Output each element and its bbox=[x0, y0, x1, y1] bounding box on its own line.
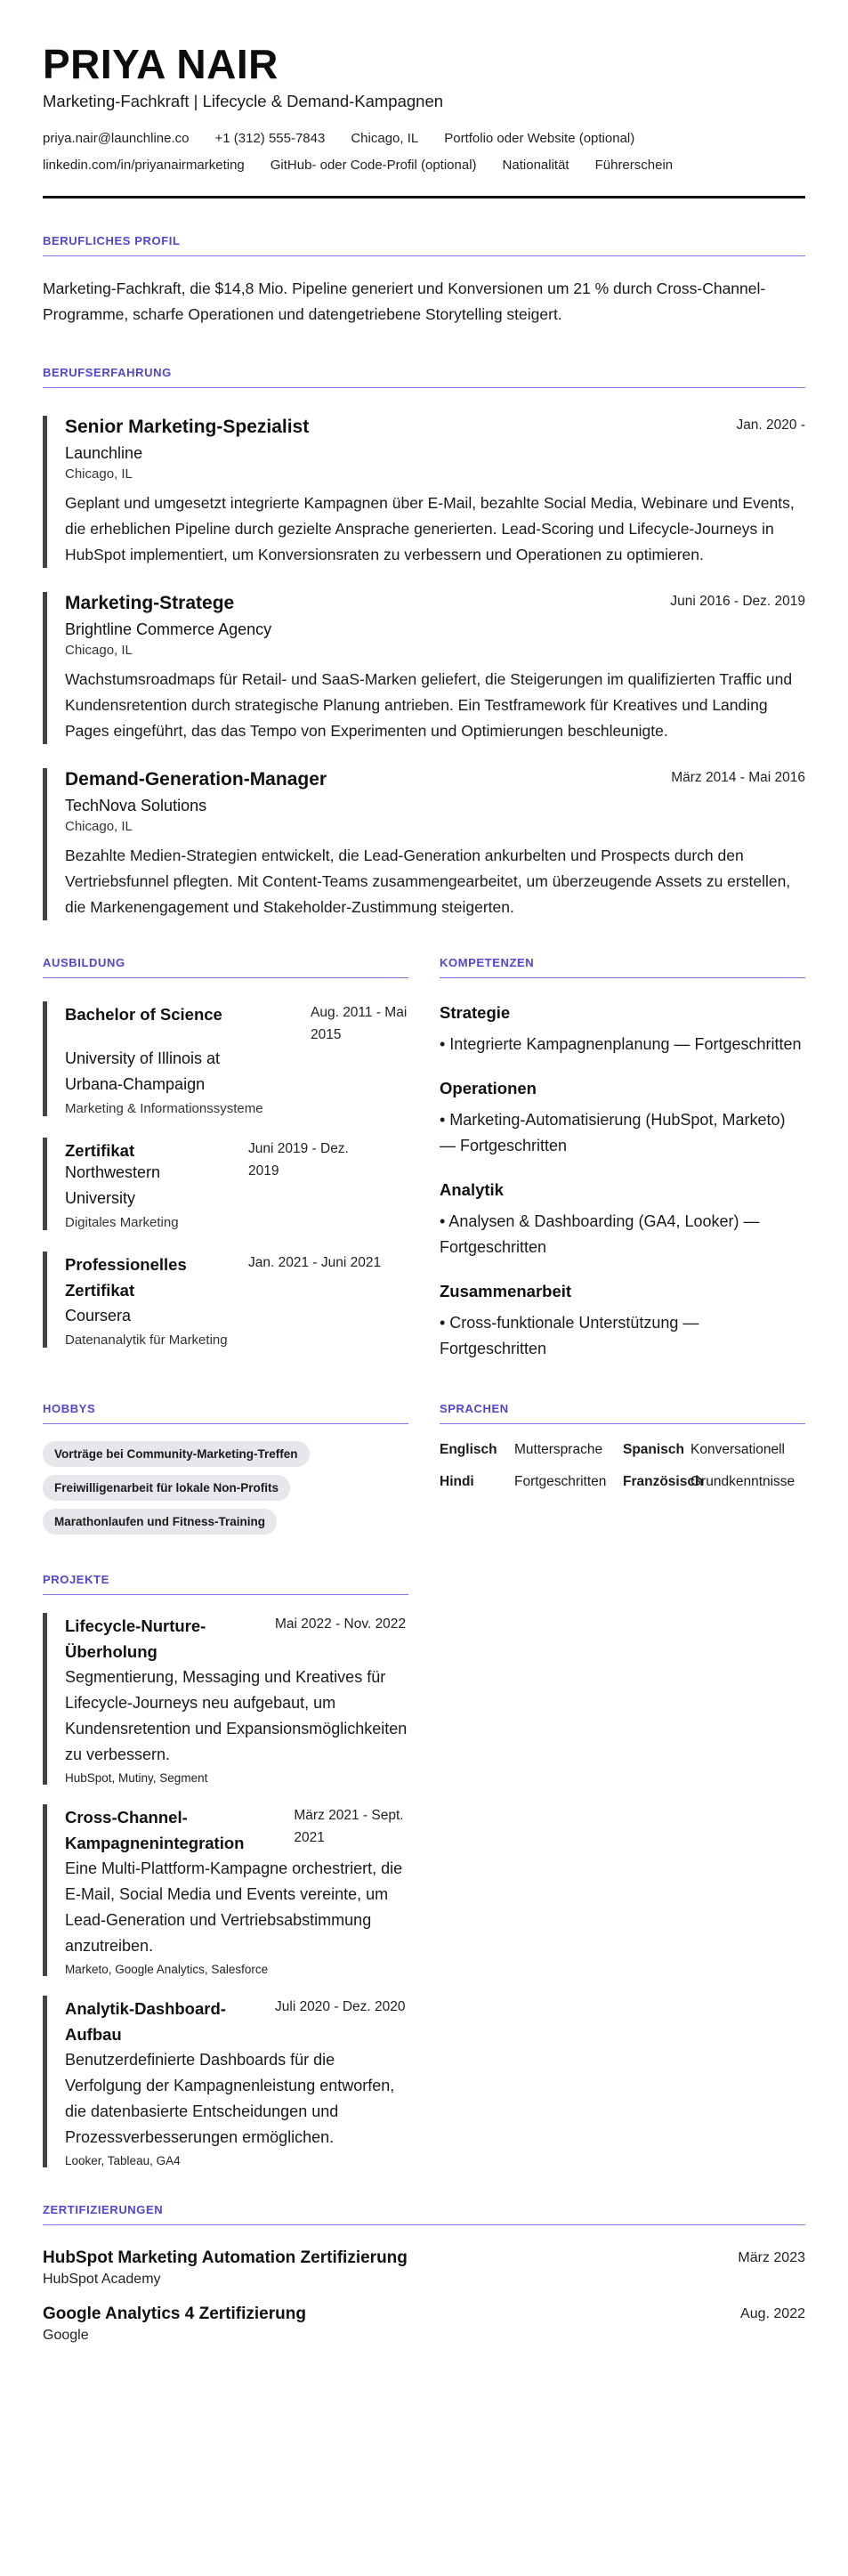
skill-category: Strategie bbox=[440, 1003, 511, 1022]
job-description: Wachstumsroadmaps für Retail- und SaaS-Marken geliefert, die Steigerungen im qualifizierten Traffic und Kundensretention durch strategische Planung antrieben. Ein Testframework für Kreatives und Landing Pages eingeführt, das das Tempo von Experimenten und Optimierungen beschleunigte. bbox=[65, 670, 793, 740]
institution-name: Northwestern University bbox=[65, 1163, 161, 1207]
hobbies-section bbox=[43, 1402, 408, 1535]
project-entry bbox=[43, 1613, 408, 1785]
hobby-tag: Marathonlaufen und Fitness-Training bbox=[43, 1509, 277, 1535]
job-location: Chicago, IL bbox=[65, 643, 133, 658]
language-name: Französisch bbox=[623, 1474, 704, 1489]
contact-row bbox=[43, 158, 805, 173]
certification-name: Google Analytics 4 Zertifizierung bbox=[43, 2305, 306, 2323]
skill-group bbox=[440, 1280, 805, 1362]
candidate-headline: Marketing-Fachkraft | Lifecycle & Demand-Kampagnen bbox=[43, 92, 444, 110]
section-title: BERUFSERFAHRUNG bbox=[43, 366, 805, 388]
institution-name: Coursera bbox=[65, 1307, 132, 1324]
section-title: PROJEKTE bbox=[43, 1573, 408, 1595]
job-description: Geplant und umgesetzt integrierte Kampagnen über E-Mail, bezahlte Social Media, Webinare und Events, die erheblichen Pipeline durch gezielte Ansprache generierten. Lead-Scoring und Lifecycle-Journeys in HubSpot implementiert, um Konversionsraten zu verbessern und Operationen zu optimieren. bbox=[65, 494, 795, 563]
section-title: AUSBILDUNG bbox=[43, 956, 408, 978]
skill-group bbox=[440, 1077, 805, 1159]
header-divider bbox=[43, 196, 805, 198]
candidate-name: PRIYA NAIR bbox=[43, 41, 279, 87]
certification-name: HubSpot Marketing Automation Zertifizierung bbox=[43, 2248, 408, 2267]
certification-entry bbox=[43, 2247, 805, 2288]
language-level: Muttersprache bbox=[514, 1442, 603, 1457]
experience-entry bbox=[43, 768, 805, 920]
contact-phone[interactable]: +1 (312) 555-7843 bbox=[214, 131, 326, 146]
experience-entry bbox=[43, 592, 805, 744]
project-title: Analytik-Dashboard-Aufbau bbox=[65, 1999, 226, 2044]
skill-item: • Analysen & Dashboarding (GA4, Looker) — Fortgeschritten bbox=[440, 1212, 760, 1256]
certifications-section bbox=[43, 2203, 805, 2344]
skill-item: • Cross-funktionale Unterstützung — Fortgeschritten bbox=[440, 1314, 699, 1357]
job-description: Bezahlte Medien-Strategien entwickelt, die Lead-Generation ankurbelten und Prospects durch den Vertriebsfunnel pflegten. Mit Content-Teams zusammengearbeitet, um überzeugende Assets zu erstellen, die Markenengagement und Stakeholder-Zustimmung steigerten. bbox=[65, 847, 791, 916]
language-level: Grundkenntnisse bbox=[691, 1474, 796, 1489]
hobby-tag: Freiwilligenarbeit für lokale Non-Profits bbox=[43, 1475, 290, 1501]
resume-header bbox=[43, 41, 805, 198]
skills-section bbox=[440, 956, 805, 1362]
job-dates: März 2014 - Mai 2016 bbox=[671, 770, 805, 785]
contact-nationality: Nationalität bbox=[502, 158, 569, 173]
project-dates: Juli 2020 - Dez. 2020 bbox=[275, 1999, 406, 2014]
degree-title: Professionelles Zertifikat bbox=[65, 1255, 187, 1300]
section-title: SPRACHEN bbox=[440, 1402, 805, 1424]
section-title: BERUFLICHES PROFIL bbox=[43, 234, 805, 256]
certification-date: Aug. 2022 bbox=[740, 2306, 805, 2321]
project-description: Eine Multi-Plattform-Kampagne orchestriert, die E-Mail, Social Media und Events vereinte, um Lead-Generation und Vertriebsabstimmung anzutreiben. bbox=[65, 1859, 403, 1955]
certification-issuer: Google bbox=[43, 2328, 89, 2343]
section-title: HOBBYS bbox=[43, 1402, 408, 1424]
job-dates: Juni 2016 - Dez. 2019 bbox=[670, 594, 805, 609]
degree-title: Bachelor of Science bbox=[65, 1005, 222, 1024]
education-entry bbox=[43, 1252, 408, 1348]
job-dates: Jan. 2020 - bbox=[736, 417, 805, 433]
institution-name: University of Illinois at Urbana-Champaign bbox=[65, 1049, 221, 1093]
project-entry bbox=[43, 1804, 408, 1976]
project-tech-stack: Looker, Tableau, GA4 bbox=[65, 2154, 181, 2167]
job-title: Marketing-Stratege bbox=[65, 593, 235, 613]
education-dates: Juni 2019 - Dez. 2019 bbox=[248, 1141, 349, 1179]
project-dates: März 2021 - Sept. 2021 bbox=[294, 1808, 404, 1845]
project-tech-stack: HubSpot, Mutiny, Segment bbox=[65, 1771, 208, 1785]
profile-summary: Marketing-Fachkraft, die $14,8 Mio. Pipeline generiert und Konversionen um 21 % durch Cross-Channel-Programme, scharfe Operationen und datengetriebene Storytelling steigert. bbox=[43, 279, 766, 323]
job-title: Demand-Generation-Manager bbox=[65, 769, 327, 790]
project-tech-stack: Marketo, Google Analytics, Salesforce bbox=[65, 1963, 269, 1976]
contact-linkedin[interactable]: linkedin.com/in/priyanairmarketing bbox=[43, 158, 245, 173]
skill-category: Zusammenarbeit bbox=[440, 1282, 572, 1300]
language-list bbox=[440, 1442, 805, 1490]
skill-group bbox=[440, 1001, 805, 1057]
contact-portfolio[interactable]: Portfolio oder Website (optional) bbox=[444, 131, 635, 146]
job-title: Senior Marketing-Spezialist bbox=[65, 417, 310, 437]
education-dates: Aug. 2011 - Mai 2015 bbox=[311, 1005, 408, 1042]
contact-email[interactable]: priya.nair@launchline.co bbox=[43, 131, 190, 146]
languages-section bbox=[440, 1402, 805, 1535]
job-location: Chicago, IL bbox=[65, 466, 133, 482]
company-name: Brightline Commerce Agency bbox=[65, 620, 272, 638]
education-skills-row bbox=[43, 956, 805, 1362]
field-of-study: Digitales Marketing bbox=[65, 1215, 179, 1230]
job-location: Chicago, IL bbox=[65, 819, 133, 834]
language-name: Englisch bbox=[440, 1442, 497, 1457]
project-entry bbox=[43, 1996, 408, 2167]
hobby-list bbox=[43, 1441, 408, 1535]
project-description: Segmentierung, Messaging und Kreatives für Lifecycle-Journeys neu aufgebaut, um Kundensretention und Expansionsmöglichkeiten zu verbessern. bbox=[65, 1668, 408, 1763]
education-entry bbox=[43, 1138, 408, 1230]
field-of-study: Marketing & Informationssysteme bbox=[65, 1101, 263, 1116]
certification-issuer: HubSpot Academy bbox=[43, 2272, 161, 2287]
skill-category: Operationen bbox=[440, 1079, 537, 1098]
education-dates: Jan. 2021 - Juni 2021 bbox=[248, 1255, 382, 1270]
section-title: ZERTIFIZIERUNGEN bbox=[43, 2203, 805, 2225]
profile-section bbox=[43, 234, 805, 328]
company-name: TechNova Solutions bbox=[65, 797, 207, 814]
skill-group bbox=[440, 1179, 805, 1260]
hobby-tag: Vorträge bei Community-Marketing-Treffen bbox=[43, 1441, 310, 1467]
language-level: Fortgeschritten bbox=[514, 1474, 607, 1489]
project-title: Cross-Channel-Kampagnenintegration bbox=[65, 1808, 245, 1852]
degree-title: Zertifikat bbox=[65, 1141, 135, 1160]
projects-section bbox=[43, 1573, 408, 2167]
contact-location: Chicago, IL bbox=[351, 131, 419, 146]
experience-entry bbox=[43, 416, 805, 568]
company-name: Launchline bbox=[65, 444, 143, 462]
experience-section bbox=[43, 366, 805, 920]
certification-date: März 2023 bbox=[738, 2250, 805, 2265]
project-description: Benutzerdefinierte Dashboards für die Verfolgung der Kampagnenleistung entworfen, die datenbasierte Entscheidungen und Prozessverbesserungen ermöglichen. bbox=[65, 2051, 395, 2146]
skill-item: • Marketing-Automatisierung (HubSpot, Marketo) — Fortgeschritten bbox=[440, 1111, 786, 1154]
education-entry bbox=[43, 1001, 408, 1116]
contact-github[interactable]: GitHub- oder Code-Profil (optional) bbox=[270, 158, 477, 173]
contact-license: Führerschein bbox=[594, 158, 674, 173]
project-dates: Mai 2022 - Nov. 2022 bbox=[275, 1616, 407, 1632]
skill-category: Analytik bbox=[440, 1180, 504, 1199]
education-section bbox=[43, 956, 408, 1362]
contact-row bbox=[43, 131, 805, 146]
project-title: Lifecycle-Nurture-Überholung bbox=[65, 1616, 206, 1661]
section-title: KOMPETENZEN bbox=[440, 956, 805, 978]
language-name: Spanisch bbox=[623, 1442, 684, 1457]
hobbies-languages-row bbox=[43, 1402, 805, 1535]
skill-item: • Integrierte Kampagnenplanung — Fortgeschritten bbox=[440, 1035, 802, 1053]
field-of-study: Datenanalytik für Marketing bbox=[65, 1333, 228, 1348]
language-name: Hindi bbox=[440, 1474, 474, 1489]
certification-entry bbox=[43, 2303, 805, 2344]
language-level: Konversationell bbox=[691, 1442, 785, 1457]
